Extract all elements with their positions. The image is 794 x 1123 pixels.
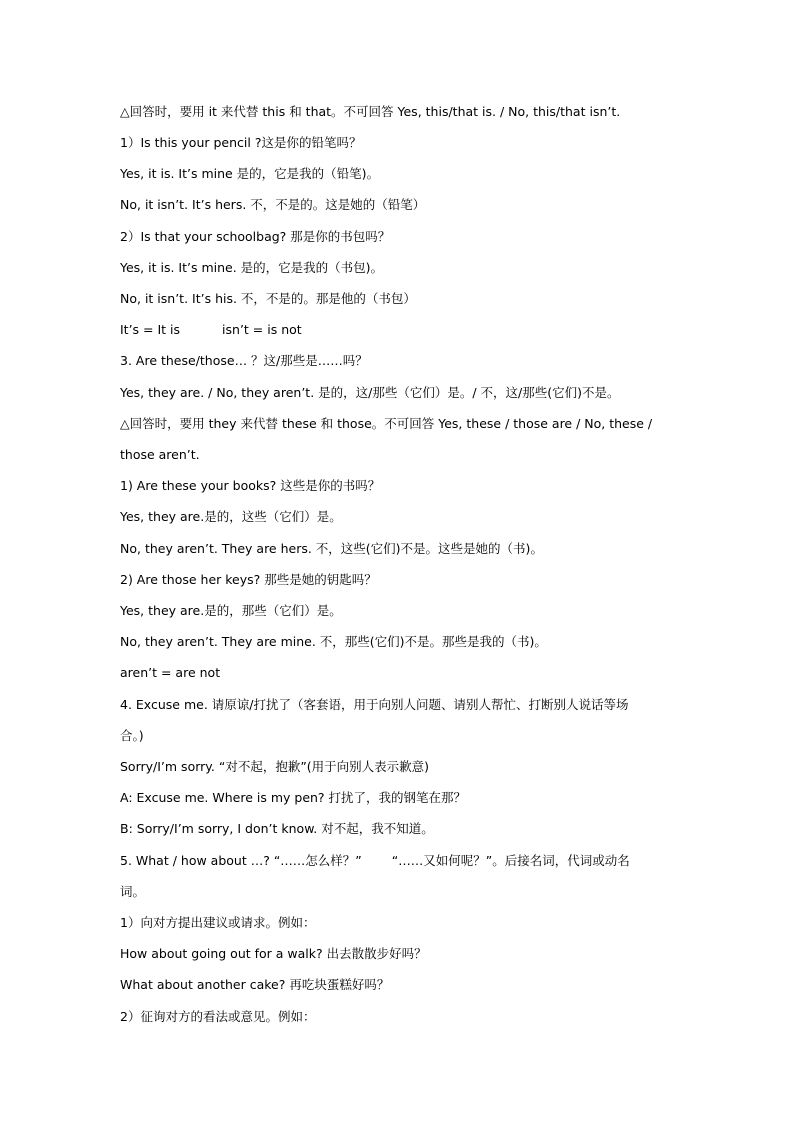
text-line: No, they aren’t. They are mine. 不，那些(它们)不是。那些是我的（书)。 <box>120 634 547 649</box>
text-line: No, it isn’t. It’s hers. 不，不是的。这是她的（铅笔） <box>120 197 426 212</box>
text-line: No, they aren’t. They are hers. 不，这些(它们)不是。这些是她的（书)。 <box>120 541 543 556</box>
text-line: △回答时，要用 they 来代替 these 和 those。不可回答 Yes, these / those are / No, these / <box>120 416 653 431</box>
section-heading: 4. Excuse me. 请原谅/打扰了（客套语，用于向别人问题、请别人帮忙、打断别人说话等场 <box>120 697 629 712</box>
section-heading: 3. Are these/those… ？这/那些是……吗？ <box>120 353 368 368</box>
heading-part-1: 5. What / how about …? “……怎么样？” <box>120 853 362 868</box>
text-line: What about another cake? 再吃块蛋糕好吗？ <box>120 977 390 992</box>
text-line: A: Excuse me. Where is my pen? 打扰了，我的钢笔在那？ <box>120 790 467 805</box>
section-heading <box>120 852 680 870</box>
text-line: Yes, they are. / No, they aren’t. 是的，这/那些（它们）是。/ 不，这/那些(它们)不是。 <box>120 385 620 400</box>
text-line: Yes, it is. It’s mine 是的，它是我的（铅笔)。 <box>120 166 380 181</box>
text-line: △回答时，要用 it 来代替 this 和 that。不可回答 Yes, this/that is. / No, this/that isn’t. <box>120 104 621 119</box>
text-line: 1）Is this your pencil ?这是你的铅笔吗？ <box>120 135 362 150</box>
text-line: Yes, they are.是的，那些（它们）是。 <box>120 603 342 618</box>
text-line: those aren’t. <box>120 447 200 462</box>
text-line: 2）Is that your schoolbag? 那是你的书包吗？ <box>120 229 391 244</box>
abbreviation-line <box>120 321 680 339</box>
heading-part-2: “……又如何呢？”。后接名词，代词或动名 <box>391 853 630 868</box>
text-line: No, it isn’t. It’s his. 不，不是的。那是他的（书包） <box>120 291 416 306</box>
text-line: B: Sorry/I’m sorry, I don’t know. 对不起，我不知道。 <box>120 821 434 836</box>
text-line: 1）向对方提出建议或请求。例如： <box>120 915 316 930</box>
abbreviation-its: It’s = It is <box>120 322 181 337</box>
text-line: 2）征询对方的看法或意见。例如： <box>120 1009 316 1024</box>
text-line: 2) Are those her keys? 那些是她的钥匙吗？ <box>120 572 377 587</box>
text-line: How about going out for a walk? 出去散散步好吗？ <box>120 946 427 961</box>
text-line: 词。 <box>120 884 146 899</box>
text-line: Sorry/I’m sorry. “对不起，抱歉”(用于向别人表示歉意) <box>120 759 430 774</box>
abbreviation-line: aren’t = are not <box>120 665 221 680</box>
abbreviation-isnt: isn’t = is not <box>222 322 302 337</box>
text-line: 合。) <box>120 728 144 743</box>
text-line: Yes, they are.是的，这些（它们）是。 <box>120 509 342 524</box>
text-line: Yes, it is. It’s mine. 是的，它是我的（书包)。 <box>120 260 384 275</box>
text-line: 1) Are these your books? 这些是你的书吗？ <box>120 478 381 493</box>
